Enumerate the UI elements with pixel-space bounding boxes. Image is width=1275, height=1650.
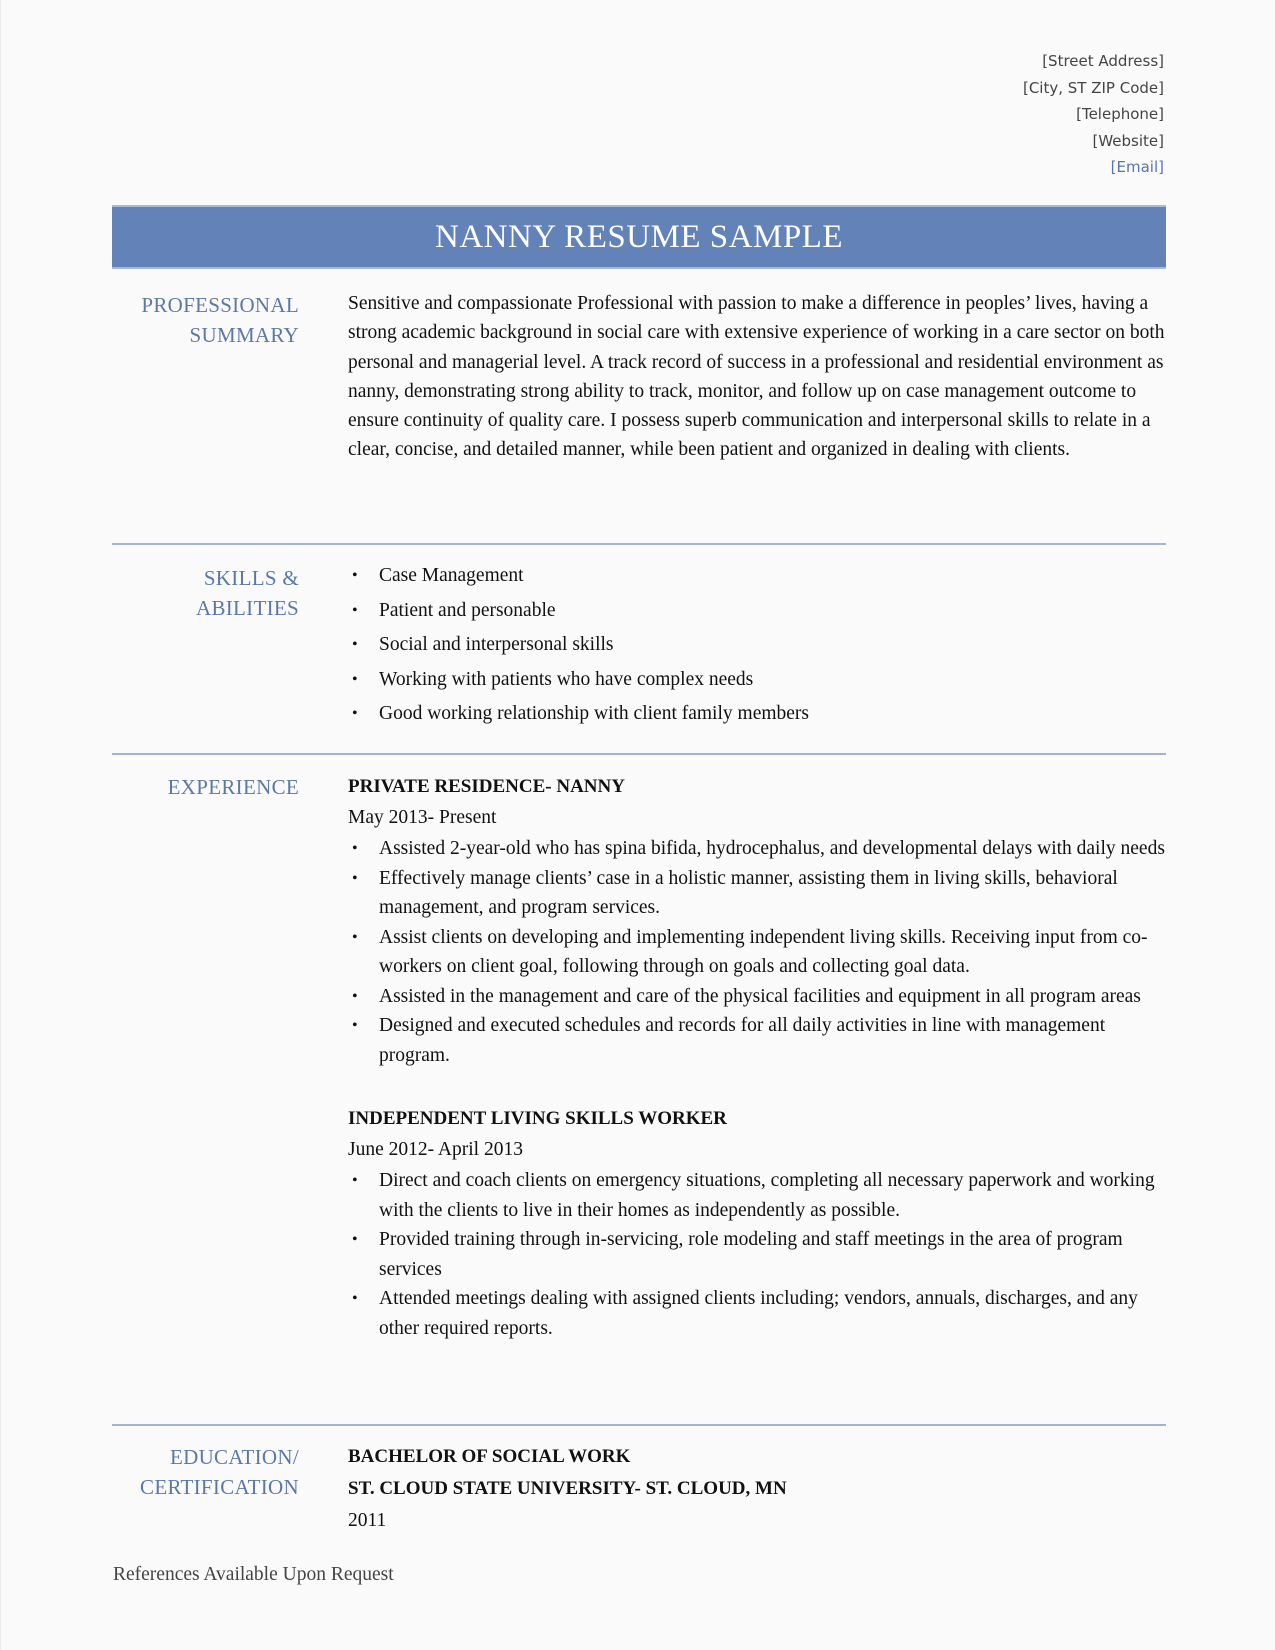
bullet-icon: • bbox=[352, 636, 358, 654]
bullet-icon: • bbox=[352, 840, 358, 857]
job-dates: June 2012- April 2013 bbox=[348, 1139, 523, 1160]
bullet-text: Provided training through in-servicing, role modeling and staff meetings in the area of program services bbox=[379, 1229, 1123, 1280]
skill-text: Working with patients who have complex needs bbox=[379, 668, 754, 690]
contact-website: [Website] bbox=[1092, 131, 1164, 150]
page-title: NANNY RESUME SAMPLE bbox=[435, 218, 843, 255]
job-title: PRIVATE RESIDENCE- NANNY bbox=[348, 776, 625, 797]
list-item bbox=[348, 594, 1168, 629]
references-note: References Available Upon Request bbox=[113, 1564, 394, 1585]
section-divider bbox=[112, 543, 1166, 545]
contact-city: [City, ST ZIP Code] bbox=[1022, 78, 1164, 97]
bullet-icon: • bbox=[352, 1172, 358, 1189]
bullet-icon: • bbox=[352, 705, 358, 723]
list-item bbox=[348, 559, 1168, 594]
bullet-icon: • bbox=[352, 1290, 358, 1307]
section-label: EXPERIENCE bbox=[167, 775, 299, 799]
bullet-icon: • bbox=[352, 1231, 358, 1248]
list-item bbox=[348, 1011, 1168, 1070]
contact-telephone: [Telephone] bbox=[1076, 105, 1164, 123]
label-line: SKILLS & bbox=[203, 566, 299, 590]
summary-text: Sensitive and compassionate Professional with passion to make a difference in peoples’ lives, having a strong academic background in social care with extensive experience of working in a care sector on both personal and managerial level. A track record of success in a professional and residential environment as nanny, demonstrating strong ability to track, monitor, and follow up on case management outcome to ensure continuity of quality care. I possess superb communication and interpersonal skills to relate in a clear, concise, and detailed manner, while been patient and organized in dealing with clients. bbox=[348, 293, 1165, 461]
contact-block bbox=[1023, 48, 1164, 181]
list-item bbox=[348, 982, 1168, 1012]
section-content bbox=[348, 1441, 1168, 1537]
section-content bbox=[348, 772, 1168, 1343]
skill-text: Case Management bbox=[379, 565, 524, 586]
bullet-text: Assisted in the management and care of the physical facilities and equipment in all program areas bbox=[379, 985, 1141, 1007]
job-dates: May 2013- Present bbox=[348, 807, 497, 828]
bullet-text: Attended meetings dealing with assigned clients including; vendors, annuals, discharges, and any other required reports. bbox=[379, 1288, 1138, 1339]
list-item bbox=[348, 1225, 1168, 1284]
label-line: PROFESSIONAL bbox=[141, 293, 299, 317]
label-line: ABILITIES bbox=[195, 596, 299, 620]
section-content bbox=[348, 289, 1168, 465]
job-title: INDEPENDENT LIVING SKILLS WORKER bbox=[348, 1108, 727, 1129]
list-item bbox=[348, 834, 1168, 864]
label-line: CERTIFICATION bbox=[140, 1475, 299, 1499]
label-line: EDUCATION/ bbox=[170, 1445, 299, 1469]
bullet-text: Direct and coach clients on emergency situations, completing all necessary paperwork and working with the clients to live in their homes as independently as possible. bbox=[379, 1170, 1155, 1221]
list-item bbox=[348, 663, 1168, 698]
list-item bbox=[348, 697, 1168, 732]
label-line: SUMMARY bbox=[189, 323, 299, 347]
title-banner bbox=[112, 205, 1166, 269]
section-divider bbox=[112, 1424, 1166, 1426]
bullet-text: Designed and executed schedules and records for all daily activities in line with management program. bbox=[379, 1015, 1106, 1066]
bullet-icon: • bbox=[352, 670, 358, 688]
section-label bbox=[112, 563, 299, 623]
skills-list bbox=[348, 559, 1168, 732]
skill-text: Social and interpersonal skills bbox=[379, 634, 614, 656]
bullet-icon: • bbox=[352, 601, 358, 619]
school: ST. CLOUD STATE UNIVERSITY- ST. CLOUD, MN bbox=[348, 1478, 787, 1499]
job-bullets bbox=[348, 834, 1168, 1070]
list-item bbox=[348, 1284, 1168, 1343]
bullet-icon: • bbox=[352, 928, 358, 946]
bullet-icon: • bbox=[352, 1017, 358, 1034]
list-item bbox=[348, 864, 1168, 923]
job-entry bbox=[348, 1104, 1168, 1343]
job-entry bbox=[348, 772, 1168, 1070]
contact-street: [Street Address] bbox=[1042, 52, 1164, 70]
section-divider bbox=[112, 753, 1166, 755]
bullet-icon: • bbox=[352, 869, 358, 887]
graduation-year: 2011 bbox=[348, 1510, 387, 1531]
section-label bbox=[112, 290, 299, 350]
list-item bbox=[348, 1166, 1168, 1225]
list-item bbox=[348, 923, 1168, 982]
list-item bbox=[348, 628, 1168, 663]
bullet-text: Assisted 2-year-old who has spina bifida, hydrocephalus, and developmental delays with daily needs bbox=[379, 838, 1165, 859]
bullet-icon: • bbox=[352, 987, 358, 1005]
bullet-text: Assist clients on developing and implementing independent living skills. Receiving input from co-workers on client goal, following through on goals and collecting goal data. bbox=[379, 926, 1148, 977]
contact-email-link[interactable]: [Email] bbox=[1110, 158, 1164, 176]
bullet-text: Effectively manage clients’ case in a holistic manner, assisting them in living skills, behavioral management, and program services. bbox=[379, 867, 1118, 918]
skill-text: Good working relationship with client family members bbox=[379, 703, 809, 725]
section-label bbox=[112, 1442, 299, 1502]
degree: BACHELOR OF SOCIAL WORK bbox=[348, 1446, 631, 1467]
skill-text: Patient and personable bbox=[379, 599, 556, 621]
section-content bbox=[348, 559, 1168, 732]
bullet-icon: • bbox=[352, 567, 358, 584]
job-bullets bbox=[348, 1166, 1168, 1343]
